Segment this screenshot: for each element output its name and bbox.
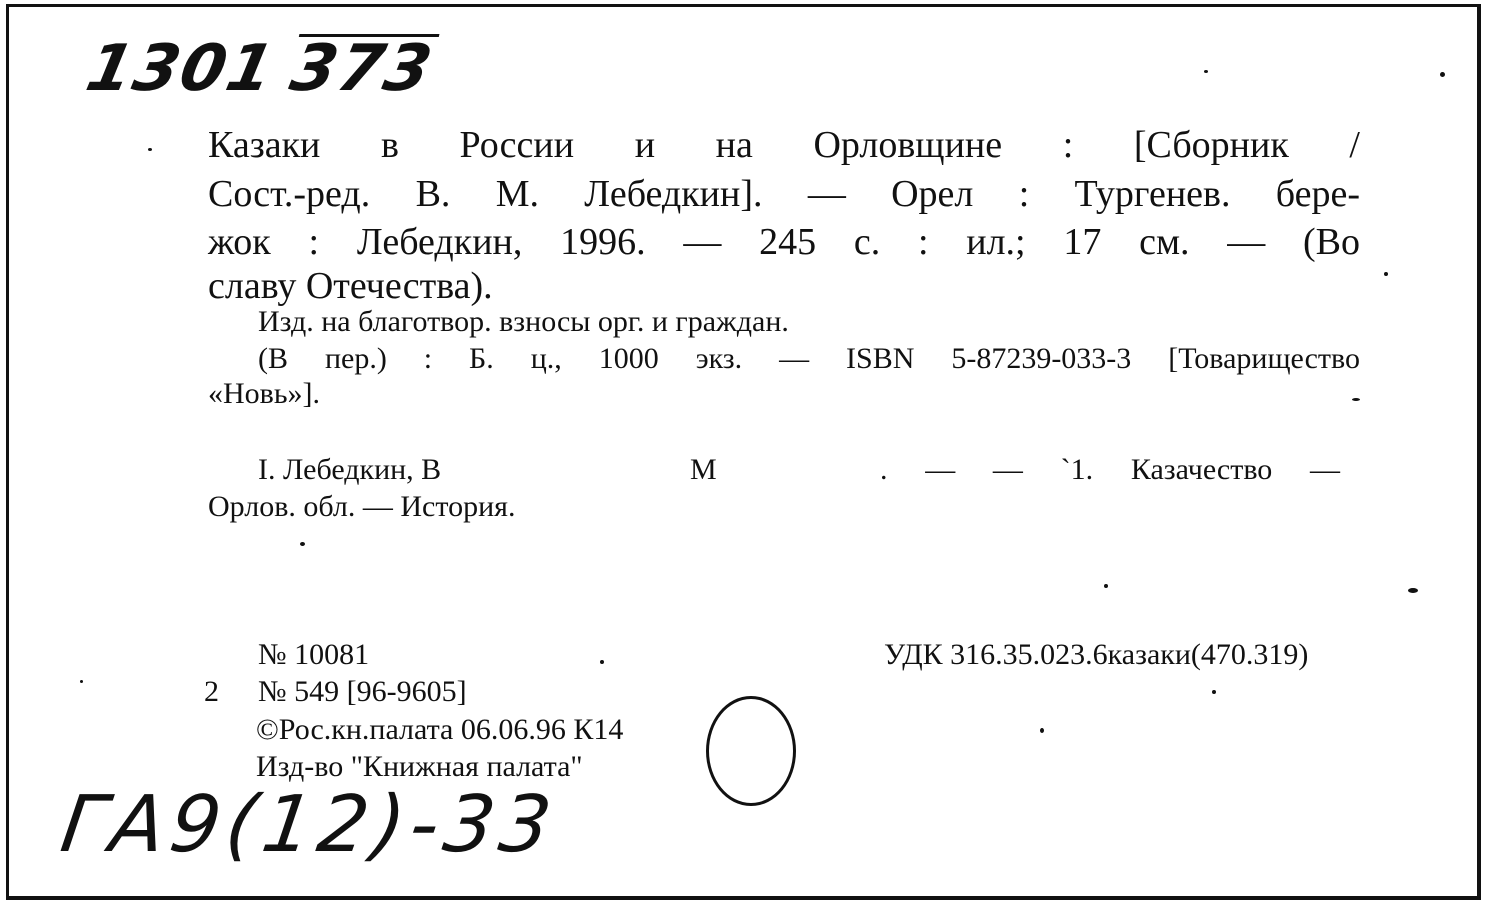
speck <box>1204 70 1208 73</box>
speck <box>1104 584 1108 588</box>
handwritten-classification: ГА9(12)-33 <box>55 780 563 870</box>
speck <box>1040 728 1044 733</box>
speck <box>1384 272 1388 276</box>
stamp-circle <box>706 696 796 806</box>
subject-line-1-left: I. Лебедкин, В <box>258 453 442 486</box>
handwritten-number-b: 373 <box>284 32 440 106</box>
title-line-3: жок : Лебедкин, 1996. — 245 с. : ил.; 17 см. — (Во <box>208 221 1360 263</box>
press-line: Изд-во "Книжная палата" <box>256 750 583 783</box>
speck <box>1408 588 1418 593</box>
speck <box>1212 690 1216 694</box>
handwritten-number-a: 1301 <box>80 32 282 106</box>
handwritten-shelf-mark <box>80 32 439 106</box>
speck <box>300 542 305 546</box>
speck <box>148 148 152 151</box>
publisher-line: «Новь»]. <box>208 377 321 410</box>
speck <box>1352 398 1360 401</box>
subject-line-1-right: . — — `1. Казачество — <box>880 453 1340 486</box>
title-line-1: Казаки в России и на Орловщине : [Сборник / <box>208 124 1360 166</box>
copyright-line: ©Рос.кн.палата 06.06.96 К14 <box>256 713 624 746</box>
card-number: № 10081 <box>258 638 370 671</box>
note-line: Изд. на благотвор. взносы орг. и граждан. <box>258 305 789 338</box>
order-prefix: 2 <box>204 675 219 708</box>
speck <box>80 680 83 683</box>
title-line-4: славу Отечества). <box>208 265 493 307</box>
speck <box>1440 72 1445 77</box>
speck <box>600 660 604 664</box>
order-number: № 549 [96-9605] <box>258 675 467 708</box>
udk-code: УДК 316.35.023.6казаки(470.319) <box>884 638 1309 671</box>
binding-isbn-line: (В пер.) : Б. ц., 1000 экз. — ISBN 5-87239-033-3 [Товарищество <box>258 342 1360 375</box>
subject-line-2: Орлов. обл. — История. <box>208 490 516 523</box>
subject-line-1-mid: М <box>690 453 717 486</box>
title-line-2: Сост.-ред. В. М. Лебедкин]. — Орел : Тургенев. бере- <box>208 173 1360 215</box>
